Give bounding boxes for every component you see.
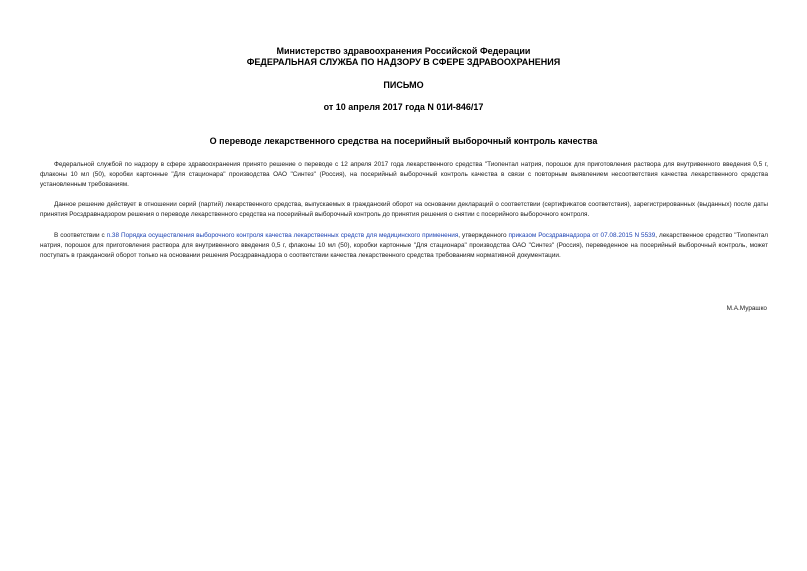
paragraph-3-end: , лекарственное средство "Тиопентал натрия, порошок для приготовления раствора для внутривенного введения 0,5 г, флаконы 10 мл (50), коробки картонные "Для стационара" производства ОАО "Синтез" (Россия), переведенное на посерийный выборочный контроль, может поступать в гражданский оборот только на основании решения Росздравнадзора о соответствии качества лекарственного средства требованиям нормативной документации. (40, 232, 769, 259)
service-name: ФЕДЕРАЛЬНАЯ СЛУЖБА ПО НАДЗОРУ В СФЕРЕ ЗДРАВООХРАНЕНИЯ (246, 57, 561, 67)
paragraph-3 (40, 231, 768, 261)
document-title: О переводе лекарственного средства на посерийный выборочный контроль качества (209, 136, 598, 146)
clause-38-link[interactable]: п.38 (106, 232, 120, 239)
document-type: ПИСЬМО (383, 80, 424, 90)
order-link[interactable]: приказом Росздравнадзора от 07.08.2015 N 5539 (508, 232, 656, 239)
control-procedure-link[interactable]: Порядка осуществления выборочного контроля качества лекарственных средств для медицинского применения (121, 232, 459, 239)
paragraph-3-text (40, 231, 768, 261)
ministry-name: Министерство здравоохранения Российской Федерации (276, 46, 531, 56)
paragraph-3-mid: , утвержденного (458, 232, 509, 239)
paragraph-2 (40, 200, 768, 220)
paragraph-2-text: Данное решение действует в отношении серий (партий) лекарственного средства, выпускаемых в гражданский оборот на основании деклараций о соответствии (сертификатов соответствия), зарегистрированных (выданных) после даты принятия Росздравнадзором решения о переводе лекарственного средства на посерийный выборочный контроль до принятия решения о снятии с посерийного выборочного контроля. (40, 201, 768, 218)
paragraph-3-start: В соответствии с (54, 232, 107, 239)
paragraph-1-text: Федеральной службой по надзору в сфере здравоохранения принято решение о переводе с 12 апреля 2017 года лекарственного средства "Тиопентал натрия, порошок для приготовления раствора для внутривенного введения 0,5 г, флаконы 10 мл (50), коробки картонные "Для стационара" производства ОАО "Синтез" (Россия), на посерийный выборочный контроль качества в связи с повторным выявлением несоответствия качества лекарственного средства установленным требованиям. (40, 161, 768, 188)
paragraph-1 (40, 160, 768, 190)
document-date-number: от 10 апреля 2017 года N 01И-846/17 (323, 102, 484, 112)
signature: М.А.Мурашко (726, 305, 767, 312)
document-header (0, 46, 807, 113)
